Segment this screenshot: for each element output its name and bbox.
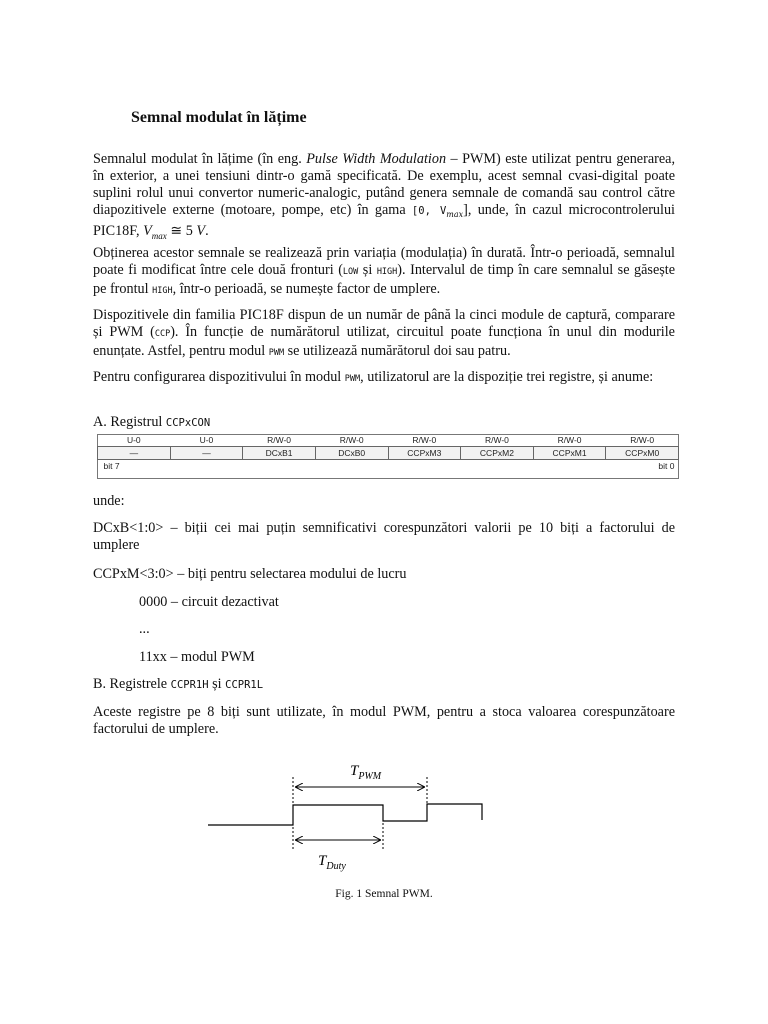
access-cell: R/W-0 [630,435,655,445]
bit-cell: DCxB0 [315,447,388,460]
text-run-italic: V [196,223,206,240]
tduty-label [318,853,346,872]
text-run: T [350,763,359,779]
text-run: Semnalul modulat în lățime (în eng. [93,151,307,167]
access-cell: R/W-0 [412,435,437,445]
unde-label: unde: [93,493,125,509]
code-high: HIGH [376,267,398,277]
register-bit-range-row [98,460,679,473]
pwm-waveform [208,804,482,825]
dcxb-description: DCxB<1:0> – biții cei mai puțin semnificativi corespunzători valorii pe 10 biți a factorului de umplere [93,520,675,553]
access-cell: R/W-0 [339,435,364,445]
text-run: max [446,210,464,220]
code-low: LOW [342,267,359,277]
text-run: și [358,262,377,278]
ccpxm-description: CCPxM<3:0> – biți pentru selectarea modului de lucru [93,566,407,582]
bit-cell: CCPxM2 [461,447,534,460]
text-run: ). Intervalul de timp în care semnalul se găsește pe frontul [93,262,675,297]
text-run: se utilizează numărătorul doi sau patru. [284,343,511,359]
text-run: Duty [326,861,346,872]
mode-item-0000: 0000 – circuit dezactivat [139,594,279,610]
register-bits-row [98,447,679,460]
access-cell: R/W-0 [267,435,292,445]
bit-cell: — [170,447,243,460]
paragraph-pwm-intro [93,151,675,245]
code-high: HIGH [152,286,173,296]
text-run: max [151,230,167,241]
text-run: T [318,853,327,869]
pwm-signal-figure [200,755,500,880]
code-ccpxcon: CCPxCON [165,417,211,429]
bit-cell: CCPxM3 [388,447,461,460]
access-cell: U-0 [199,435,214,445]
access-cell: R/W-0 [557,435,582,445]
text-run: Pentru configurarea dispozitivului în modul [93,369,345,385]
text-run: B. Registrele [93,676,171,692]
text-run: , într-o perioadă, se numește factor de umplere. [172,281,441,297]
register-table-ccpxcon [97,434,679,472]
text-run: ≅ 5 [166,223,197,240]
text-run: ], unde, în cazul microcontrolerului PIC18F, [93,202,675,240]
text-run: și [208,676,226,692]
section-a-heading [93,414,210,432]
bit-high-label: bit 7 [103,461,120,471]
text-run: Dispozitivele din familia PIC18F dispun de un număr de până la cinci module de captură, comparare și PWM ( [93,307,675,340]
text-run: – PWM) este utilizat pentru generarea, în exterior, a unei tensiuni dintr-o gamă specificată. De exemplu, acest semnal cvasi-digital poate suplini rolul unui convertor numeric-analogic, putând genera semnale de comandă sau control către diapozitivele externe (motoare, pompe, etc) în gama [93,151,675,218]
code-ccp: CCP [154,329,171,339]
text-run: Obținerea acestor semnale se realizează prin variația (modulația) în durată. Într-o perioadă, semnalul poate fi modificat între cele două fronturi ( [93,245,675,278]
text-run: , utilizatorul are la dispoziție trei registre, și anume: [360,369,654,385]
mode-item-11xx: 11xx – modul PWM [139,649,255,665]
code-pwm: PWM [344,374,361,384]
text-run: [0, V [411,205,447,217]
register-access-row [98,434,679,447]
text-run: . [205,223,209,240]
code-ccpr1l: CCPR1L [225,679,264,691]
text-run: ). În funcție de numărătorul utilizat, circuitul poate funcționa în unul din modurile enunțate. Astfel, pentru modul [93,324,675,359]
spacer-cell [170,460,606,473]
figure-caption: Fig. 1 Semnal PWM. [335,888,433,900]
text-run-italic: V [143,223,152,240]
section-b-heading [93,676,263,694]
text-run: A. Registrul [93,414,166,430]
tpwm-label [350,763,382,782]
mode-item-dots: ... [139,621,150,637]
access-cell: R/W-0 [484,435,509,445]
bit-low-label: bit 0 [658,461,675,471]
paragraph-ccpr-registers: Aceste registre pe 8 biți sunt utilizate, în modul PWM, pentru a stoca valoarea corespunzătoare factorului de umplere. [93,704,675,737]
code-ccpr1h: CCPR1H [170,679,209,691]
code-pwm: PWM [268,348,285,358]
bit-cell: CCPxM1 [533,447,606,460]
access-cell: U-0 [126,435,141,445]
paragraph-pic18f-modules [93,307,675,362]
bit-cell: DCxB1 [243,447,316,460]
section-title: Semnal modulat în lățime [131,109,307,126]
paragraph-signal-modulation [93,245,675,300]
text-run: PWM [358,771,382,782]
range-expression [411,205,464,220]
bit-cell: — [98,447,171,460]
bit-cell: CCPxM0 [606,447,679,460]
paragraph-configuration [93,369,675,388]
text-run-italic: Pulse Width Modulation [306,151,447,167]
